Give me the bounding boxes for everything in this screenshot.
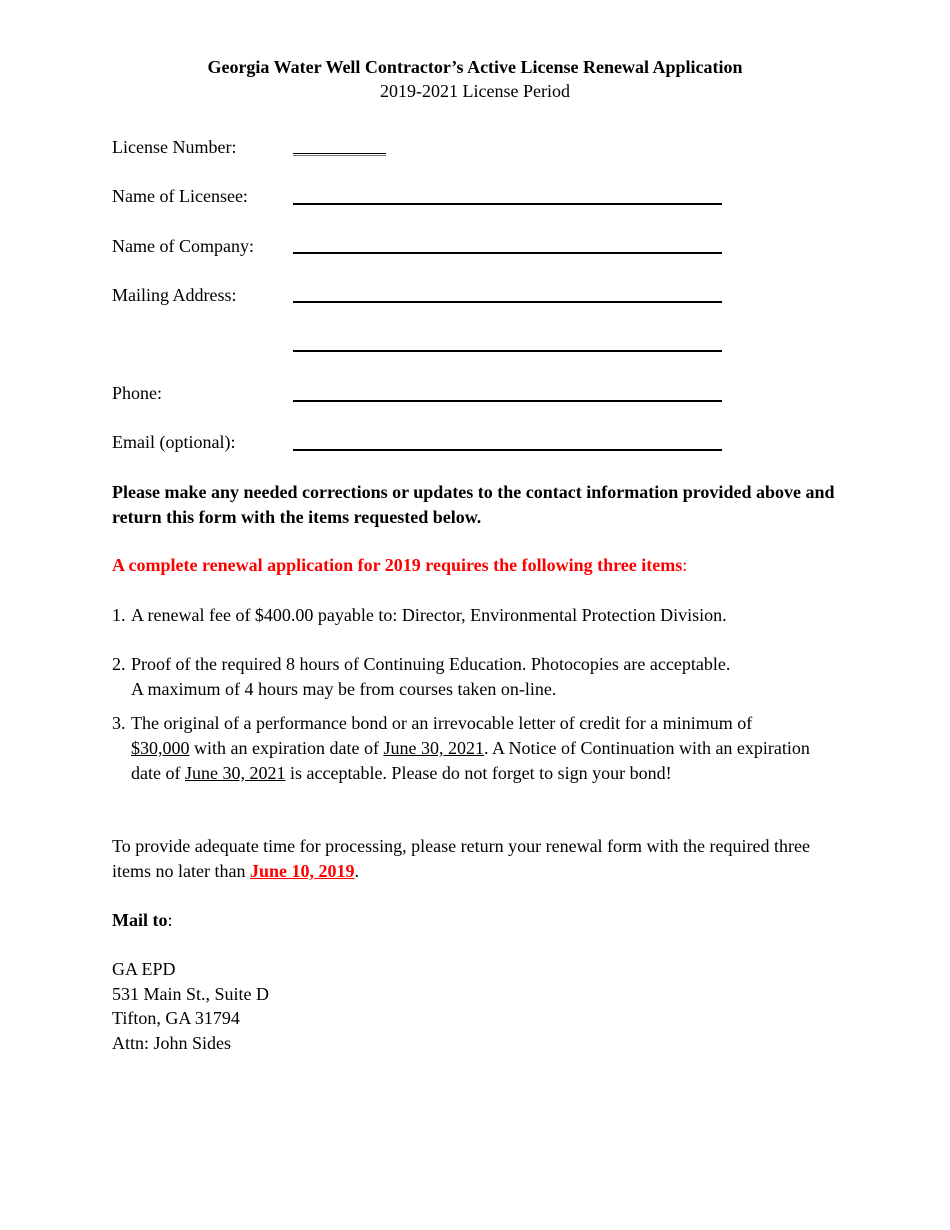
list-item — [112, 711, 852, 786]
bond-text-2: with an expiration date of — [189, 738, 384, 758]
requirement-heading-text: A complete renewal application for 2019 requires the following three items — [112, 555, 683, 575]
bond-expiration-date: June 30, 2021 — [383, 738, 484, 758]
email-label: Email (optional): — [112, 432, 236, 452]
list-item — [112, 603, 852, 628]
bond-text-1: The original of a performance bond or an irrevocable letter of credit for a minimum of — [131, 713, 753, 733]
company-name-field[interactable] — [293, 252, 722, 254]
address-line-4: Attn: John Sides — [112, 1033, 232, 1053]
address-line-3: Tifton, GA 31794 — [112, 1008, 240, 1028]
license-number-label: License Number: — [112, 137, 237, 157]
email-field[interactable] — [293, 449, 722, 451]
mail-to-label: Mail to — [112, 910, 168, 930]
item-number: 2. — [112, 654, 126, 674]
mail-to-heading — [112, 908, 852, 933]
item-text-line-2: A maximum of 4 hours may be from courses taken on-line. — [131, 679, 557, 699]
bond-text-3: . A Notice of Continuation with an expiration date of — [131, 738, 810, 783]
bond-amount: $30,000 — [131, 738, 190, 758]
page-title: Georgia Water Well Contractor’s Active License Renewal Application — [207, 57, 743, 77]
item-text-line-1: Proof of the required 8 hours of Continuing Education. Photocopies are acceptable. — [131, 654, 731, 674]
requirement-heading-colon: : — [682, 555, 688, 575]
licensee-name-field[interactable] — [293, 203, 722, 205]
license-period: 2019-2021 License Period — [380, 81, 570, 101]
address-line-2: 531 Main St., Suite D — [112, 984, 270, 1004]
item-number: 1. — [112, 605, 126, 625]
mailing-address-label: Mailing Address: — [112, 285, 237, 305]
item-text — [131, 711, 811, 786]
item-text: A renewal fee of $400.00 payable to: Director, Environmental Protection Division. — [131, 605, 727, 625]
mailing-address-field-1[interactable] — [293, 301, 722, 303]
mail-to-colon: : — [167, 910, 173, 930]
company-name-label: Name of Company: — [112, 236, 254, 256]
corrections-instruction: Please make any needed corrections or updates to the contact information provided above and return this form with the items requested below. — [112, 482, 835, 527]
deadline-text: To provide adequate time for processing, please return your renewal form with the required three items no later than — [112, 836, 810, 881]
phone-label: Phone: — [112, 383, 163, 403]
address-line-1: GA EPD — [112, 959, 176, 979]
bond-text-4: is acceptable. Please do not forget to sign your bond! — [285, 763, 672, 783]
item-number: 3. — [112, 713, 126, 733]
deadline-paragraph — [112, 834, 847, 884]
mailing-address-field-2[interactable] — [293, 350, 722, 352]
deadline-date: June 10, 2019 — [249, 861, 355, 881]
deadline-period: . — [354, 861, 359, 881]
requirement-heading — [112, 553, 852, 578]
continuation-expiration-date: June 30, 2021 — [184, 763, 286, 783]
phone-field[interactable] — [293, 400, 722, 402]
license-number-field[interactable] — [293, 153, 386, 154]
licensee-name-label: Name of Licensee: — [112, 186, 248, 206]
list-item — [112, 652, 852, 702]
